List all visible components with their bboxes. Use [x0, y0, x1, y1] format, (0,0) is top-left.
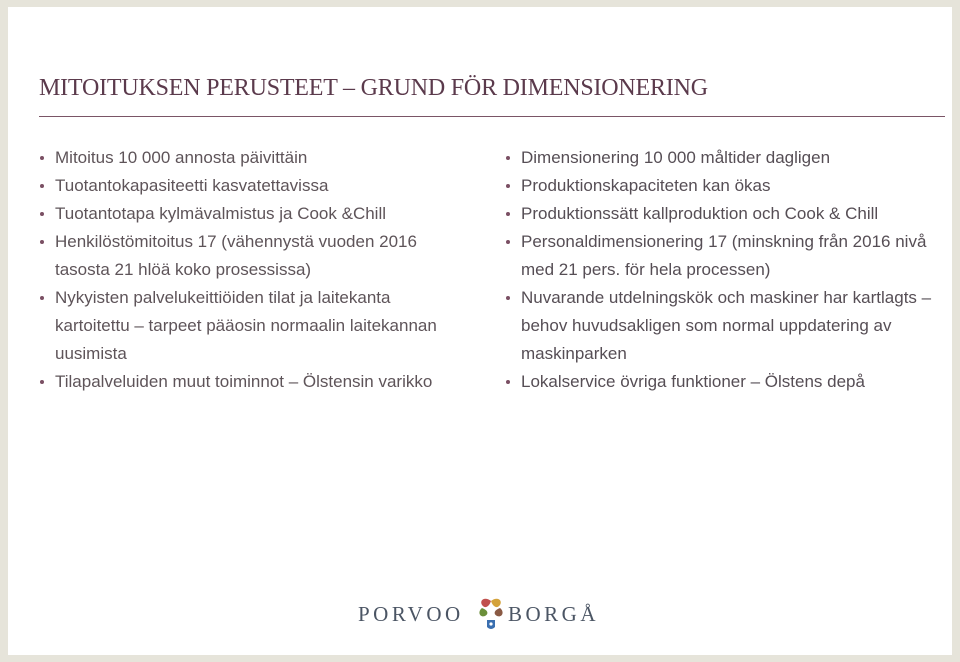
- slide: [8, 7, 952, 655]
- swedish-bullet-list: [504, 144, 944, 396]
- list-item: Lokalservice övriga funktioner – Ölstens depå: [504, 368, 944, 396]
- list-item: Produktionskapaciteten kan ökas: [504, 172, 944, 200]
- logo-word-porvoo: PORVOO: [358, 602, 464, 626]
- list-item: Produktionssätt kallproduktion och Cook & Chill: [504, 200, 944, 228]
- list-item: Henkilöstömitoitus 17 (vähennystä vuoden 2016 tasosta 21 hlöä koko prosessissa): [38, 228, 468, 284]
- logo-word-borga: BORGÅ: [508, 602, 600, 626]
- list-item: Nykyisten palvelukeittiöiden tilat ja laitekanta kartoitettu – tarpeet pääosin normaalin laitekannan uusimista: [38, 284, 468, 368]
- list-item: Tuotantokapasiteetti kasvatettavissa: [38, 172, 468, 200]
- list-item: Mitoitus 10 000 annosta päivittäin: [38, 144, 468, 172]
- list-item: Dimensionering 10 000 måltider dagligen: [504, 144, 944, 172]
- list-item: Personaldimensionering 17 (minskning från 2016 nivå med 21 pers. för hela processen): [504, 228, 944, 284]
- title-divider: [39, 116, 945, 117]
- logo-emblem-icon: [476, 596, 506, 632]
- list-item: Tilapalveluiden muut toiminnot – Ölstensin varikko: [38, 368, 468, 396]
- list-item: Tuotantotapa kylmävalmistus ja Cook &Chill: [38, 200, 468, 228]
- porvoo-borga-logo: [358, 595, 618, 635]
- finnish-bullet-list: [38, 144, 468, 396]
- slide-title: MITOITUKSEN PERUSTEET – GRUND FÖR DIMENSIONERING: [39, 75, 708, 101]
- list-item: Nuvarande utdelningskök och maskiner har kartlagts – behov huvudsakligen som normal uppdatering av maskinparken: [504, 284, 944, 368]
